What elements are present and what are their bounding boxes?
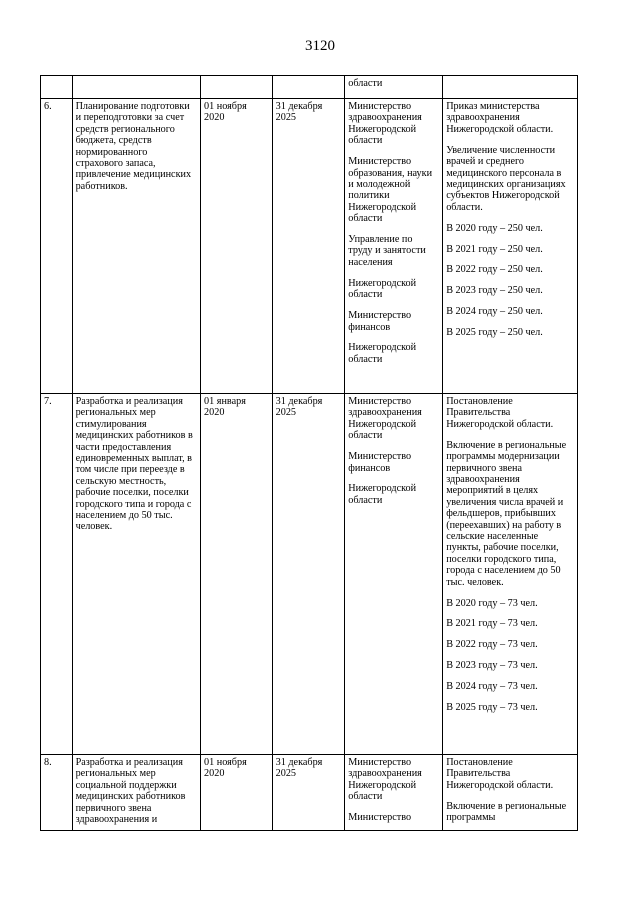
cell-event: Разработка и реализация региональных мер социальной поддержки медицинских работников первичного звена здравоохранения и — [72, 755, 200, 831]
table-row — [41, 755, 578, 831]
page-number: 3120 — [305, 38, 335, 54]
cell-result — [443, 755, 578, 831]
table-row — [41, 394, 578, 755]
cell-start: 01 ноября 2020 — [201, 99, 273, 394]
cell-num: 6. — [41, 99, 73, 394]
result-line: В 2020 году – 250 чел. — [446, 222, 543, 234]
responsible-line: Министерство образования, науки и молодежной политики Нижегородской области — [348, 156, 433, 225]
cell-num — [41, 76, 73, 99]
responsible-line: Министерство финансов — [348, 451, 412, 474]
cell-event — [72, 76, 200, 99]
result-line: Постановление Правительства Нижегородской области. — [446, 757, 554, 791]
cell-num: 8. — [41, 755, 73, 831]
responsible-line: Нижегородской области — [348, 342, 417, 365]
cell-result — [443, 99, 578, 394]
responsible-line: области — [348, 78, 383, 89]
cell-result — [443, 76, 578, 99]
cell-end: 31 декабря 2025 — [272, 394, 345, 755]
result-line: В 2023 году – 250 чел. — [446, 285, 543, 297]
responsible-line: Министерство финансов — [348, 310, 412, 333]
measures-table — [40, 75, 578, 831]
cell-event: Разработка и реализация региональных мер стимулирования медицинских работников в части предоставления единовременных выплат, в том числе при переезде в сельскую местность, рабочие поселки, поселки городского типа и города с населением до 50 тыс. человек. — [72, 394, 200, 755]
cell-responsible — [345, 755, 443, 831]
cell-responsible — [345, 394, 443, 755]
result-line: В 2023 году – 73 чел. — [446, 660, 538, 672]
responsible-line: Министерство здравоохранения Нижегородской области — [348, 757, 422, 803]
result-line: В 2024 году – 250 чел. — [446, 306, 543, 318]
responsible-line: Министерство здравоохранения Нижегородской области — [348, 101, 422, 147]
cell-start: 01 января 2020 — [201, 394, 273, 755]
cell-num: 7. — [41, 394, 73, 755]
cell-end — [272, 76, 345, 99]
responsible-line: Управление по труду и занятости населения — [348, 234, 426, 268]
cell-event: Планирование подготовки и переподготовки за счет средств регионального бюджета, средств нормированного страхового запаса, привлечение медицинских работников. — [72, 99, 200, 394]
cell-responsible — [345, 99, 443, 394]
cell-start — [201, 76, 273, 99]
result-line: В 2022 году – 73 чел. — [446, 639, 538, 651]
result-line: Увеличение численности врачей и среднего медицинского персонала в медицинских организациях субъектов Нижегородской области. — [446, 144, 566, 213]
result-line: В 2025 году – 250 чел. — [446, 327, 543, 339]
cell-result — [443, 394, 578, 755]
cell-end: 31 декабря 2025 — [272, 755, 345, 831]
result-line: Постановление Правительства Нижегородской области. — [446, 396, 554, 430]
table-row — [41, 99, 578, 394]
result-line: В 2022 году – 250 чел. — [446, 264, 543, 276]
cell-start: 01 ноября 2020 — [201, 755, 273, 831]
result-line: В 2025 году – 73 чел. — [446, 702, 538, 714]
responsible-line: Министерство — [348, 812, 412, 824]
result-line: В 2021 году – 250 чел. — [446, 243, 543, 255]
result-line: Включение в региональные программы — [446, 800, 567, 824]
cell-end: 31 декабря 2025 — [272, 99, 345, 394]
result-line: В 2021 году – 73 чел. — [446, 618, 538, 630]
table-row-continuation — [41, 76, 578, 99]
result-line: Включение в региональные программы модернизации первичного звена здравоохранения мероприятий в целях увеличения числа врачей и фельдшеров, прибывших (переехавших) на работу в сельские населенные пункты, рабочие поселки, поселки городского типа, города с населением до 50 тыс. человек. — [446, 439, 567, 588]
result-line: В 2020 году – 73 чел. — [446, 597, 538, 609]
responsible-line: Министерство здравоохранения Нижегородской области — [348, 396, 422, 442]
result-line: В 2024 году – 73 чел. — [446, 681, 538, 693]
responsible-line: Нижегородской области — [348, 483, 417, 506]
cell-responsible — [345, 76, 443, 99]
result-line: Приказ министерства здравоохранения Нижегородской области. — [446, 101, 554, 135]
responsible-line: Нижегородской области — [348, 277, 417, 301]
